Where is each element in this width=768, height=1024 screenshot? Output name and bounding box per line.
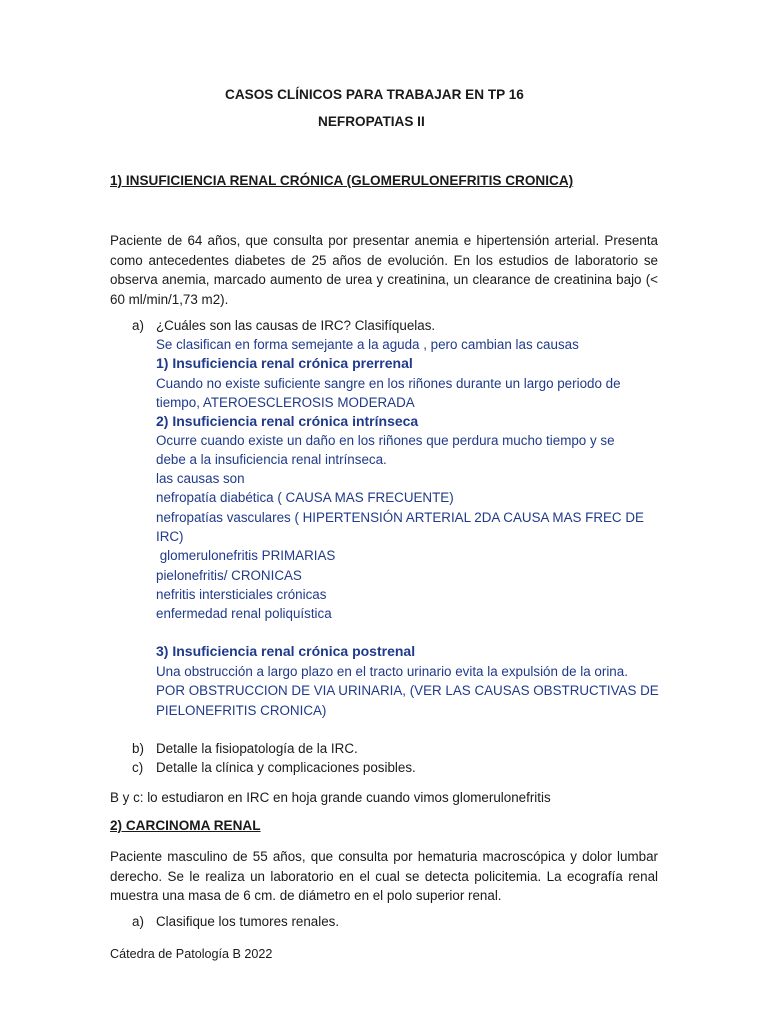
prerrenal-line-2: tiempo, ATEROESCLEROSIS MODERADA (156, 395, 415, 410)
prerrenal-line-1: Cuando no existe suficiente sangre en los riñones durante un largo periodo de (156, 376, 621, 391)
cause-item: nefropatías vasculares ( HIPERTENSIÓN ARTERIAL 2DA CAUSA MAS FREC DE (156, 510, 644, 525)
cause-item: enfermedad renal poliquística (156, 606, 332, 621)
question-a-text: ¿Cuáles son las causas de IRC? Clasifíquelas. (156, 318, 436, 333)
cause-item: glomerulonefritis PRIMARIAS (156, 548, 336, 563)
postrenal-title: 3) Insuficiencia renal crónica postrenal (156, 643, 416, 659)
postrenal-line-2: POR OBSTRUCCION DE VIA URINARIA, (VER LAS CAUSAS OBSTRUCTIVAS DE (156, 683, 659, 698)
prerrenal-title: 1) Insuficiencia renal crónica prerrenal (156, 355, 413, 371)
section1-heading: 1) INSUFICIENCIA RENAL CRÓNICA (GLOMERULONEFRITIS CRONICA) (110, 173, 574, 188)
cause-item: nefropatía diabética ( CAUSA MAS FRECUENTE) (156, 490, 454, 505)
document-title: CASOS CLÍNICOS PARA TRABAJAR EN TP 16 (225, 87, 524, 102)
section2-question-a-marker: a) (132, 914, 144, 929)
page-footer: Cátedra de Patología B 2022 (110, 947, 273, 961)
answer-intro: Se clasifican en forma semejante a la aguda , pero cambian las causas (156, 337, 579, 352)
question-c-marker: c) (132, 760, 144, 775)
question-b-text: Detalle la fisiopatología de la IRC. (156, 741, 358, 756)
postrenal-line-3: PIELONEFRITIS CRONICA) (156, 703, 327, 718)
question-b-marker: b) (132, 741, 144, 756)
document-subtitle: NEFROPATIAS II (318, 114, 425, 129)
question-a-marker: a) (132, 318, 144, 333)
cause-item-continuation: IRC) (156, 529, 184, 544)
cause-item: nefritis intersticiales crónicas (156, 587, 327, 602)
question-c-text: Detalle la clínica y complicaciones posibles. (156, 760, 416, 775)
section1-note: B y c: lo estudiaron en IRC en hoja grande cuando vimos glomerulonefritis (110, 790, 551, 805)
section2-paragraph: Paciente masculino de 55 años, que consulta por hematuria macroscópica y dolor lumbar derecho. Se le realiza un laboratorio en el cual se detecta policitemia. La ecografía renal muestra una masa de 6 cm. de diámetro en el polo superior renal. (110, 849, 658, 903)
section1-paragraph: Paciente de 64 años, que consulta por presentar anemia e hipertensión arterial. Presenta como antecedentes diabetes de 25 años de evolución. En los estudios de laboratorio se observa anemia, marcado aumento de urea y creatinina, un clearance de creatinina bajo (< 60 ml/min/1,73 m2). (110, 233, 658, 307)
section2-heading: 2) CARCINOMA RENAL (110, 818, 261, 833)
cause-item: pielonefritis/ CRONICAS (156, 568, 302, 583)
intrinseca-line-2: debe a la insuficiencia renal intrínseca. (156, 452, 387, 467)
intrinseca-title: 2) Insuficiencia renal crónica intrínseca (156, 413, 419, 429)
causes-label: las causas son (156, 471, 245, 486)
intrinseca-line-1: Ocurre cuando existe un daño en los riñones que perdura mucho tiempo y se (156, 433, 615, 448)
section2-question-a-text: Clasifique los tumores renales. (156, 914, 340, 929)
postrenal-line-1: Una obstrucción a largo plazo en el tracto urinario evita la expulsión de la orina. (156, 664, 628, 679)
